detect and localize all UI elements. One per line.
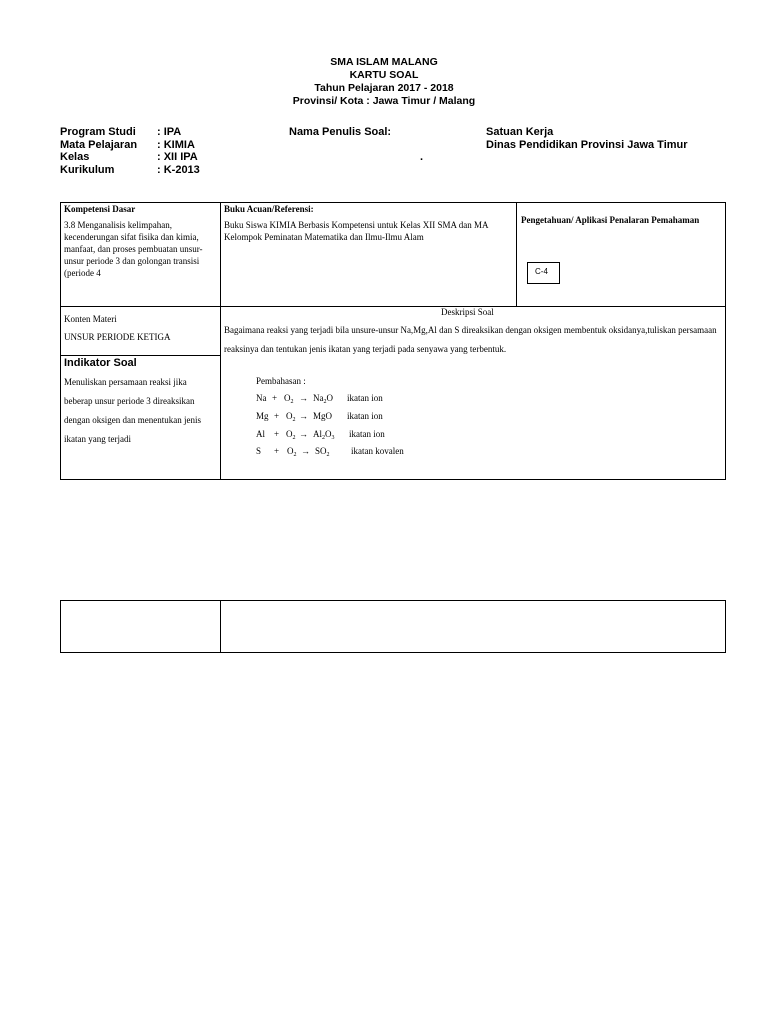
dot-mark: . [420,151,424,163]
reference-text: Buku Siswa KIMIA Berbasis Kompetensi untuk Kelas XII SMA dan MA Kelompok Peminatan Matematika dan Ilmu-Ilmu Alam [224,220,488,242]
plus-sign: + [272,393,278,403]
bond-type: ikatan ion [347,393,383,403]
curriculum-value: : K-2013 [157,164,200,176]
program-value: : IPA [157,126,182,138]
content-title: Konten Materi [64,314,117,324]
reactant-element: Na [256,393,267,403]
work-unit-label: Satuan Kerja [486,126,554,138]
description-title: Deskripsi Soal [441,307,494,317]
bond-type: ikatan ion [347,411,383,421]
subject-label: Mata Pelajaran [60,139,138,151]
bond-type: ikatan ion [349,429,385,439]
arrow-icon: → [299,429,308,439]
class-label: Kelas [60,151,90,163]
product: $Al_2O_3$ [313,429,335,441]
oxygen: $O_2$ [284,393,294,405]
bond-type: ikatan kovalen [351,446,404,456]
work-unit-value: Dinas Pendidikan Provinsi Jawa Timur [486,139,688,151]
reference-title: Buku Acuan/Referensi: [224,204,314,214]
arrow-icon: → [301,446,310,456]
curriculum-label: Kurikulum [60,164,115,176]
content-text: UNSUR PERIODE KETIGA [64,332,171,342]
oxygen: $O_2$ [286,429,296,441]
discussion-label: Pembahasan : [256,376,306,386]
arrow-icon: → [299,393,308,403]
kd-title: Kompetensi Dasar [64,204,136,214]
level-code-box [527,262,560,284]
arrow-icon: → [299,411,308,421]
oxygen: $O_2$ [287,446,297,458]
class-value: : XII IPA [157,151,198,163]
indicator-text: Menuliskan persamaan reaksi jika beberap unsur periode 3 direaksikan dengan oksigen dan menentukan jenis ikatan yang terjadi [64,377,201,444]
reactant-element: Mg [256,411,269,421]
province-city: Provinsi/ Kota : Jawa Timur / Malang [292,95,476,107]
product: MgO [313,411,333,421]
program-label: Program Studi [60,126,136,138]
card-title: KARTU SOAL [349,69,419,81]
plus-sign: + [274,411,280,421]
oxygen: $O_2$ [286,411,296,423]
reactant-element: S [256,446,262,456]
level-code: C-4 [535,267,548,276]
cognitive-level: Pengetahuan/ Aplikasi Penalaran Pemahaman [521,215,700,225]
indicator-title: Indikator Soal [64,357,137,369]
reactant-element: Al [256,429,265,439]
product: $SO_2$ [315,446,330,458]
academic-year: Tahun Pelajaran 2017 - 2018 [314,82,454,94]
document-header [0,56,768,108]
author-label: Nama Penulis Soal: [289,126,392,138]
plus-sign: + [274,446,280,456]
kd-text: 3.8 Menganalisis kelimpahan, kecenderungan sifat fisika dan kimia, manfaat, dan proses pembuatan unsur-unsur periode 3 dan golongan transisi (periode 4 [64,220,203,278]
school-name: SMA ISLAM MALANG [330,56,438,68]
subject-value: : KIMIA [157,139,195,151]
description-text: Bagaimana reaksi yang terjadi bila unsure-unsur Na,Mg,Al dan S direaksikan dengan oksigen membentuk oksidanya,tuliskan persamaan reaksinya dan tentukan jenis ikatan yang terjadi pada senyawa yang terbentuk. [224,325,717,354]
product: $Na_2O$ [313,393,333,405]
plus-sign: + [274,429,280,439]
